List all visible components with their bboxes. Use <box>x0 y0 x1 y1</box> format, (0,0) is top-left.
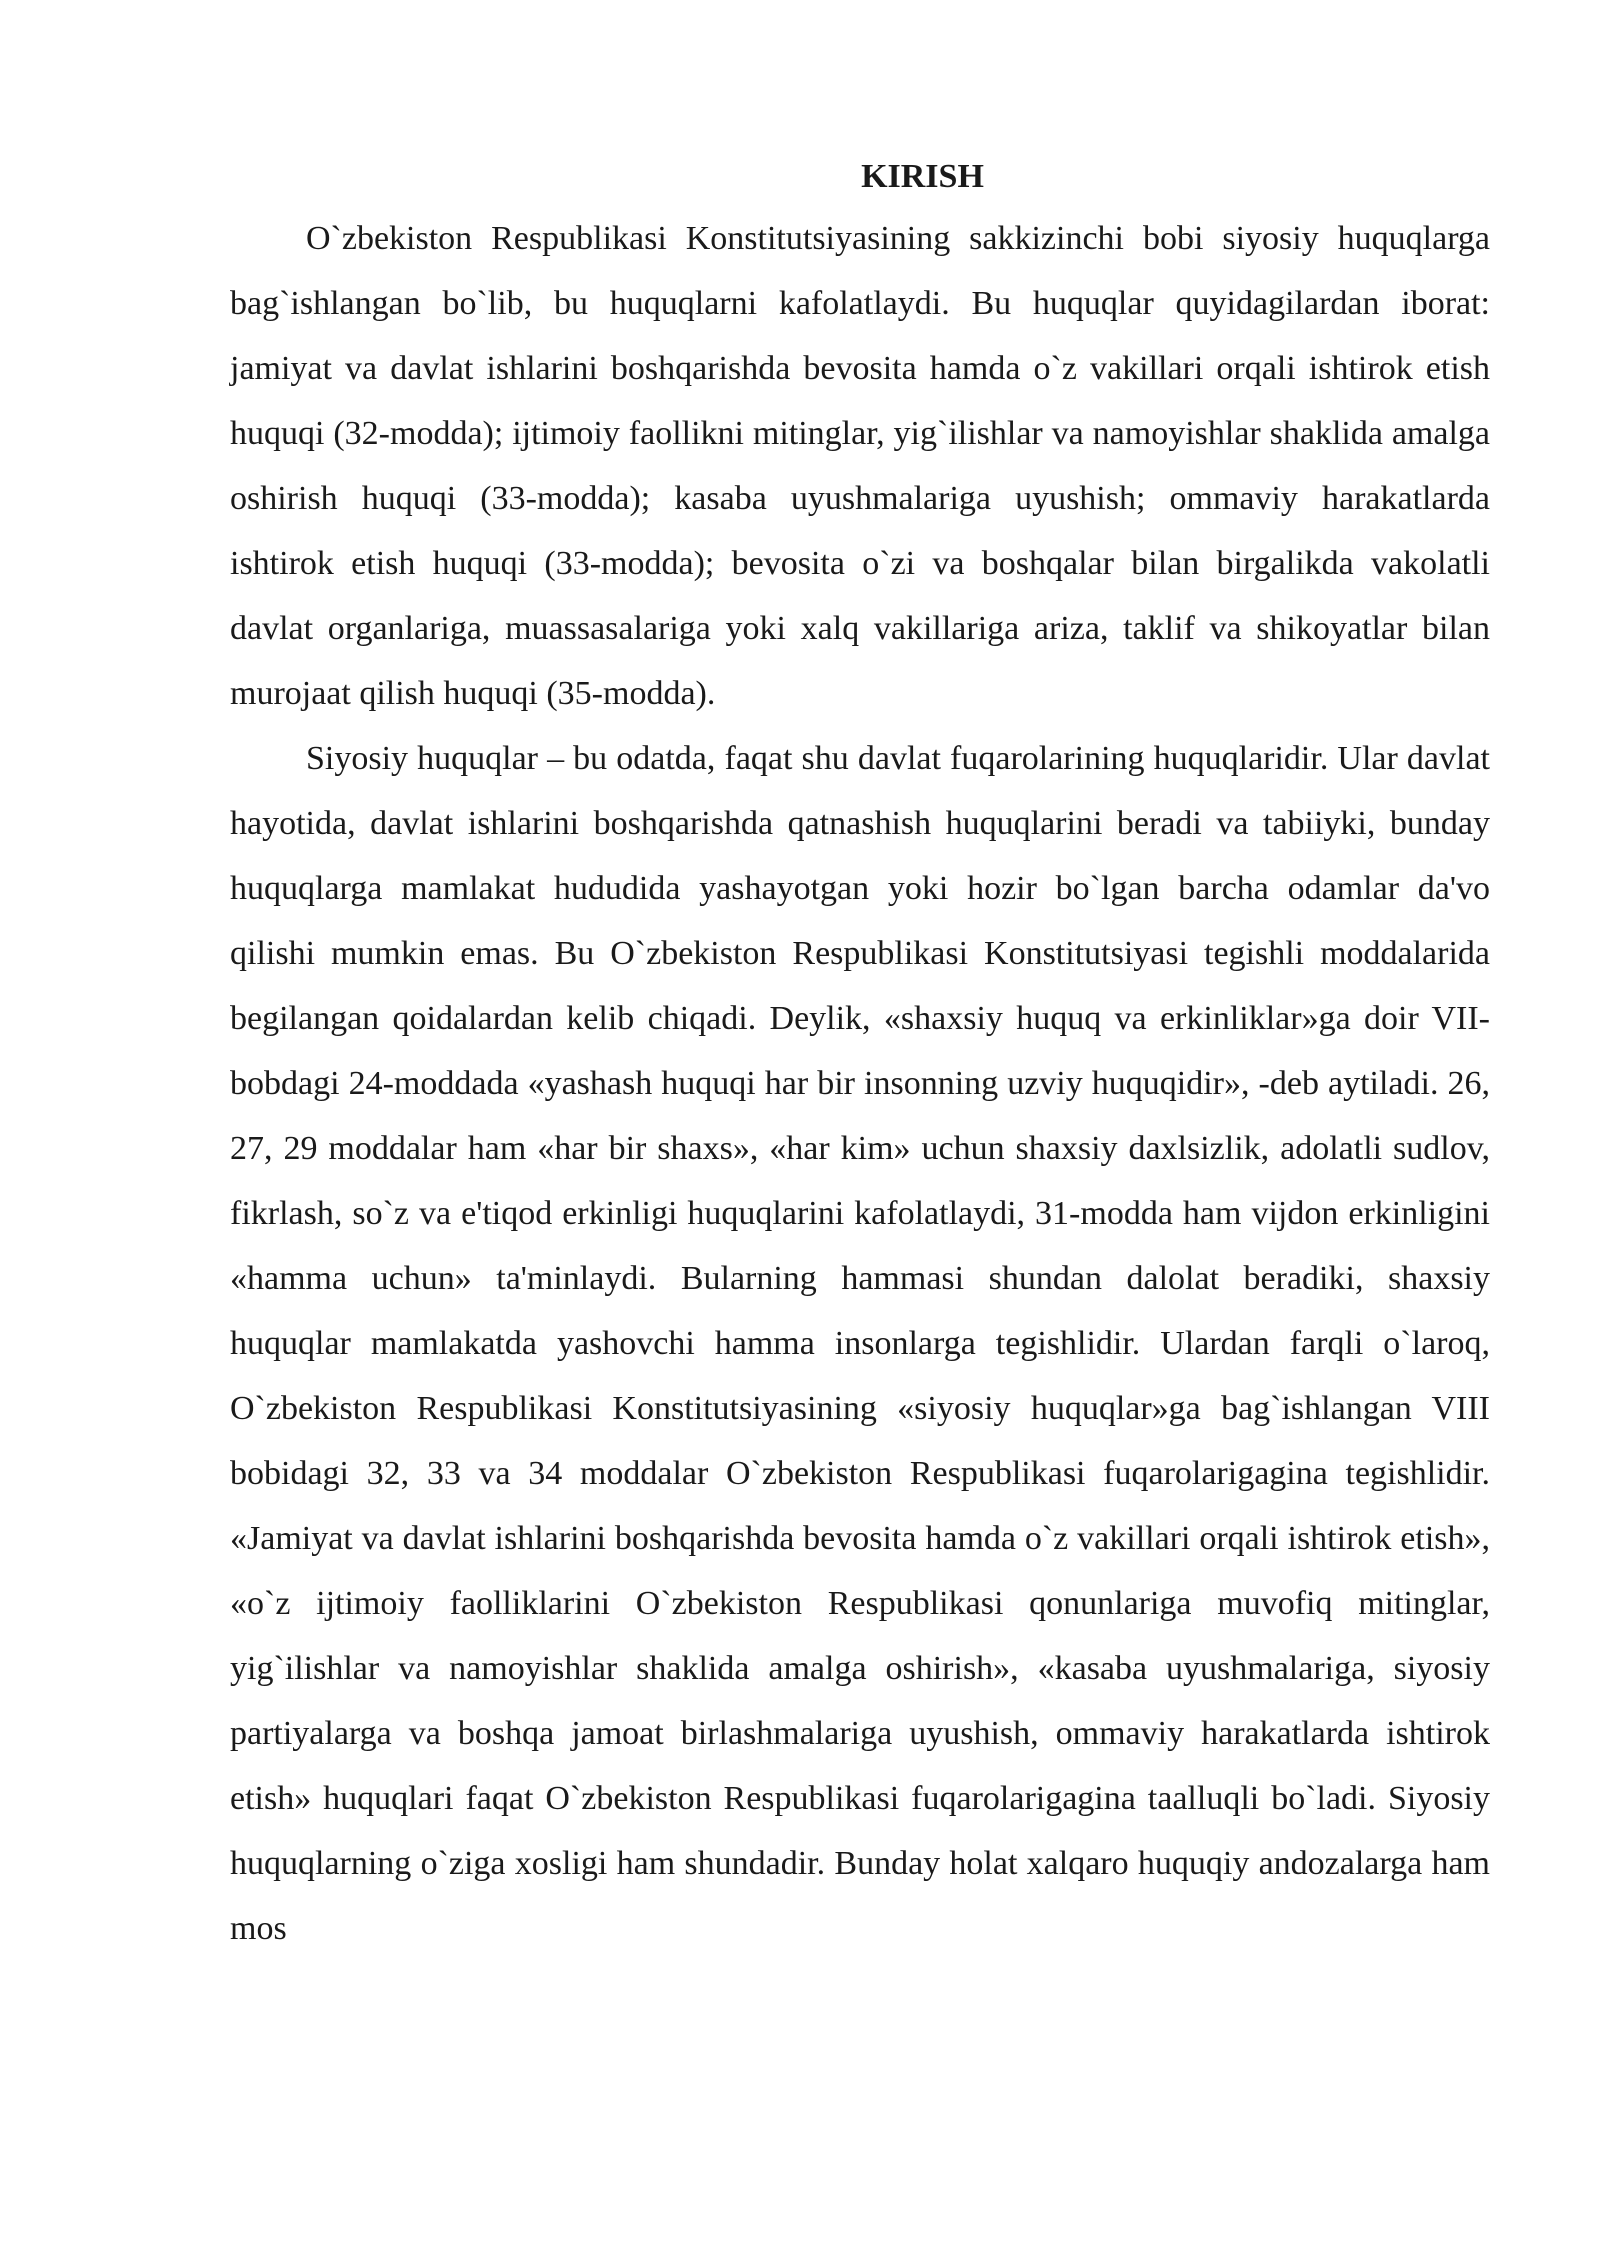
document-title: KIRISH <box>861 158 984 195</box>
paragraph-2: Siyosiy huquqlar – bu odatda, faqat shu davlat fuqarolarining huquqlaridir. Ular davlat hayotida, davlat ishlarini boshqarishda qatnashish huquqlarini beradi va tabiiyki, bunday huquqlarga mamlakat hududida yashayotgan yoki hozir bo`lgan barcha odamlar da'vo qilishi mumkin emas. Bu O`zbekiston Respublikasi Konstitutsiyasi tegishli moddalarida begilangan qoidalardan kelib chiqadi. Deylik, «shaxsiy huquq va erkinliklar»ga doir VII-bobdagi 24-moddada «yashash huquqi har bir insonning uzviy huquqidir», -deb aytiladi. 26, 27, 29 moddalar ham «har bir shaxs», «har kim» uchun shaxsiy daxlsizlik, adolatli sudlov, fikrlash, so`z va e'tiqod erkinligi huquqlarini kafolatlaydi, 31-modda ham vijdon erkinligini «hamma uchun» ta'minlaydi. Bularning hammasi shundan dalolat beradiki, shaxsiy huquqlar mamlakatda yashovchi hamma insonlarga tegishlidir. Ulardan farqli o`laroq, O`zbekiston Respublikasi Konstitutsiyasining «siyosiy huquqlar»ga bag`ishlangan VIII bobidagi 32, 33 va 34 moddalar O`zbekiston Respublikasi fuqarolarigagina tegishlidir. «Jamiyat va davlat ishlarini boshqarishda bevosita hamda o`z vakillari orqali ishtirok etish», «o`z ijtimoiy faolliklarini O`zbekiston Respublikasi qonunlariga muvofiq mitinglar, yig`ilishlar va namoyishlar shaklida amalga oshirish», «kasaba uyushmalariga, siyosiy partiyalarga va boshqa jamoat birlashmalariga uyushish, ommaviy harakatlarda ishtirok etish» huquqlari faqat O`zbekiston Respublikasi fuqarolarigagina taalluqli bo`ladi. Siyosiy huquqlarning o`ziga xosligi ham shundadir. Bunday holat xalqaro huquqiy andozalarga ham mos <box>230 740 1490 1947</box>
paragraph-1: O`zbekiston Respublikasi Konstitutsiyasining sakkizinchi bobi siyosiy huquqlarga bag`ishlangan bo`lib, bu huquqlarni kafolatlaydi. Bu huquqlar quyidagilardan iborat: jamiyat va davlat ishlarini boshqarishda bevosita hamda o`z vakillari orqali ishtirok etish huquqi (32-modda); ijtimoiy faollikni mitinglar, yig`ilishlar va namoyishlar shaklida amalga oshirish huquqi (33-modda); kasaba uyushmalariga uyushish; ommaviy harakatlarda ishtirok etish huquqi (33-modda); bevosita o`zi va boshqalar bilan birgalikda vakolatli davlat organlariga, muassasalariga yoki xalq vakillariga ariza, taklif va shikoyatlar bilan murojaat qilish huquqi (35-modda). <box>230 220 1490 712</box>
document-body <box>230 148 1490 1961</box>
